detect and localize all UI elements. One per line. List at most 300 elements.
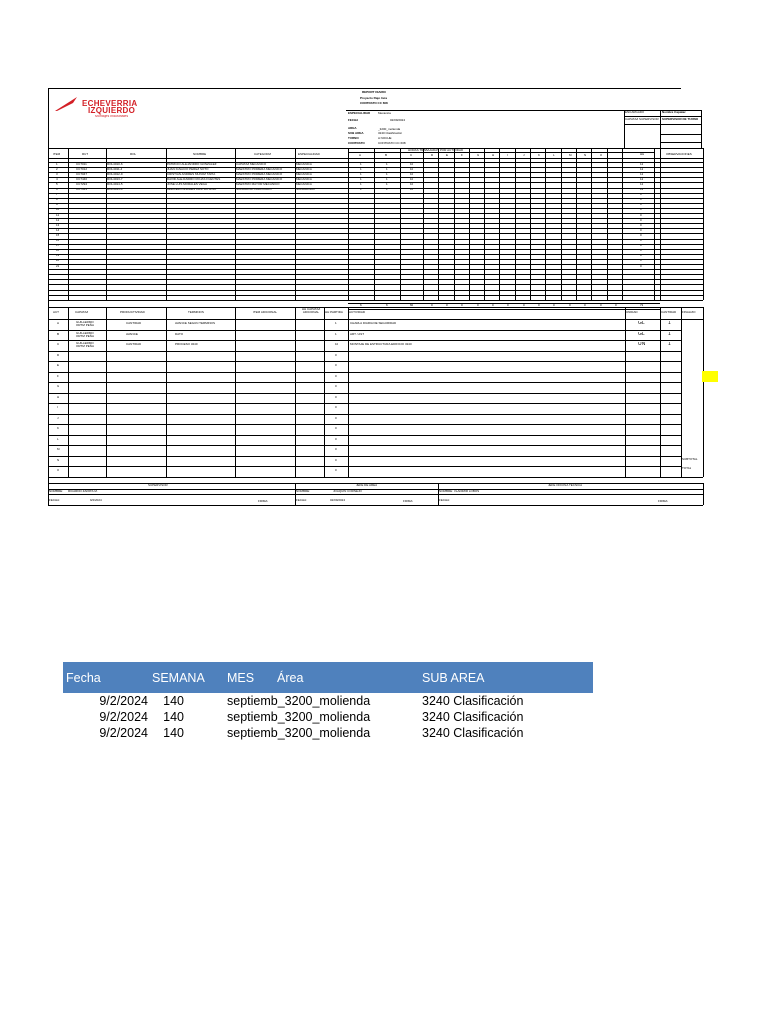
activities-row-line <box>48 382 681 383</box>
header-info-line <box>346 110 701 111</box>
activities-header: PRODUCTIVIDAD <box>120 311 145 314</box>
personnel-col-line <box>235 148 236 300</box>
personnel-rut: CC7294 <box>76 182 88 186</box>
personnel-col-line <box>499 148 500 300</box>
activities-row-line <box>48 414 681 415</box>
personnel-total-zero: 0 <box>553 304 555 308</box>
summary-cell-semana: 140 <box>163 726 184 740</box>
right-label-2: CAPATAZ SUPERVISOR <box>625 118 659 121</box>
personnel-item: 18 <box>56 249 60 253</box>
personnel-row-line <box>48 203 703 207</box>
summary-header-area: Área <box>275 662 418 693</box>
specialty-label: ESPECIALIDAD <box>348 112 371 115</box>
activity-letter: G <box>57 385 60 388</box>
personnel-total-zero: 0 <box>431 304 433 308</box>
activities-row-line <box>48 435 681 436</box>
personnel-item: 4 <box>56 177 58 181</box>
activities-header: TERMINOS <box>188 311 204 314</box>
personnel-total-zero: 0 <box>600 304 602 308</box>
personnel-col-line <box>515 148 516 300</box>
activities-col-line <box>703 307 704 477</box>
personnel-category: MAESTRO PRIMERA MECANICO <box>236 167 283 171</box>
activity-capataz: GUILLERMO ORTIZ PEÑA <box>76 321 94 327</box>
personnel-letter-header: F <box>461 154 463 157</box>
activities-col-line <box>48 307 49 477</box>
activities-col-line <box>235 307 236 477</box>
activity-terms: PROCESO 3240 <box>175 343 198 346</box>
personnel-hh-total: 0 <box>640 223 642 227</box>
activity-hh-partida: 0 <box>335 395 337 399</box>
personnel-hh-b: 1 <box>386 162 388 166</box>
personnel-row-line <box>48 239 703 240</box>
logo-word-2: IZQUIERDO <box>88 106 136 115</box>
date-label: FECHA <box>348 119 359 122</box>
personnel-total-zero: 0 <box>446 304 448 308</box>
personnel-item: 2 <box>56 167 58 171</box>
personnel-row-line <box>48 172 703 173</box>
personnel-name: DAVID ALEJANDRO ROJAS FUENTES <box>167 177 221 181</box>
personnel-col-line <box>423 148 424 300</box>
activities-header: FINALIZO <box>682 311 696 314</box>
personnel-row-line <box>48 249 703 253</box>
personnel-row-line <box>48 290 703 291</box>
summary-header-mes: MES <box>224 662 275 693</box>
activity-hh-partida: 0 <box>335 353 337 357</box>
personnel-row-line <box>48 279 703 280</box>
personnel-col-line <box>607 148 608 300</box>
activities-header: CANTIDAD <box>661 311 677 314</box>
summary-table <box>63 662 593 741</box>
personnel-name: JUAN IGNACIO PEREZ SOTO <box>167 167 209 171</box>
sig-date-2: 02/09/2024 <box>330 499 346 502</box>
personnel-row-line <box>48 213 703 214</box>
summary-header-fecha: Fecha <box>63 662 148 693</box>
header-right-line-3 <box>660 134 701 135</box>
activities-header: HH CAPATAZ ADICIONAL <box>301 308 321 314</box>
personnel-hh-total: 0 <box>640 213 642 217</box>
personnel-row-line <box>48 259 703 263</box>
personnel-letter-header: O <box>600 154 603 157</box>
activities-col-line <box>348 307 349 477</box>
personnel-hh-a: 1 <box>360 162 362 166</box>
activity-hh-partida: 0 <box>335 406 337 409</box>
personnel-item: 12 <box>56 218 60 222</box>
sig-date-3: FECHA: <box>439 499 451 502</box>
header-right-vline-2 <box>660 110 661 148</box>
personnel-item: 9 <box>56 203 58 207</box>
summary-cell-semana: 140 <box>163 694 184 708</box>
personnel-col-line <box>454 148 455 300</box>
personnel-name: JOSE LUIS MORALES VEGA <box>167 182 208 186</box>
activity-letter: I <box>57 406 58 409</box>
summary-row <box>63 725 593 741</box>
report-contract: CONTRATO CC 608 <box>360 102 388 105</box>
sheet-top-border <box>48 88 681 89</box>
personnel-hh-total: 0 <box>640 239 642 242</box>
personnel-item: 10 <box>56 208 60 212</box>
personnel-row-line <box>48 208 703 212</box>
personnel-letter-header: L <box>553 154 555 157</box>
activity-terms: DATO <box>175 332 184 336</box>
sig-name-2: JOAQUIN CORNEJO <box>333 490 362 493</box>
header-right-vline-3 <box>701 110 702 148</box>
activity-quantity: 1 <box>668 331 671 337</box>
contract-label: CONTRATO <box>348 142 365 145</box>
activities-row-line <box>48 372 681 373</box>
sig-mid-line-2 <box>48 494 703 495</box>
personnel-hh-b: 1 <box>386 172 388 176</box>
summary-cell-mes: septiemb_3200_molienda <box>227 710 371 724</box>
activities-col-line <box>68 307 69 477</box>
sig-col2-title: JEFE DE AREA <box>356 484 378 487</box>
personnel-head-line-2 <box>48 158 703 159</box>
personnel-hh-total: 0 <box>640 203 642 207</box>
personnel-row-line <box>48 198 703 202</box>
sig-mid-line <box>48 489 703 490</box>
personnel-hh-total: 0 <box>640 193 642 197</box>
personnel-col-line <box>622 148 623 300</box>
personnel-hh-total: 12 <box>640 177 644 181</box>
summary-cell-semana: 140 <box>163 710 184 724</box>
personnel-row-line <box>48 233 703 234</box>
personnel-hh-b: 1 <box>386 177 388 181</box>
activities-row-line <box>48 403 681 404</box>
activity-hh-partida: 10 <box>335 343 339 346</box>
activities-row-line <box>48 445 681 446</box>
sig-firma-2: FIRMA: <box>403 500 414 503</box>
personnel-letter-header: H <box>492 154 495 157</box>
personnel-rut: CC7011 <box>76 162 87 166</box>
personnel-total-zero: 0 <box>523 304 525 308</box>
header-right-line-4 <box>660 142 701 143</box>
personnel-total-b: 6 <box>386 304 388 308</box>
activities-header: UNIDAD <box>626 311 638 314</box>
personnel-rut: CC7440 <box>76 177 88 181</box>
activities-col-line <box>660 307 661 477</box>
sig-firma-3: FIRMA: <box>658 500 669 503</box>
activities-col-line <box>166 307 167 477</box>
personnel-col-line <box>438 148 439 300</box>
personnel-header: NOMBRE <box>193 153 207 156</box>
activities-header: HH PARTIDA <box>325 311 343 314</box>
personnel-head-line <box>348 152 654 153</box>
activities-col-line <box>625 307 626 477</box>
personnel-category: MAESTRO MAYOR MECANICO <box>236 182 280 186</box>
activity-hh-partida: 0 <box>335 385 337 388</box>
personnel-specialty: MECANICA <box>296 172 312 176</box>
shift-label: TURNO <box>348 137 359 140</box>
report-title: REPORT DIARIO <box>362 91 386 94</box>
personnel-total-zero: 0 <box>507 304 509 308</box>
summary-cell-subarea: 3240 Clasificación <box>422 726 524 740</box>
personnel-hh-a: 1 <box>360 167 362 171</box>
personnel-row-line <box>48 223 703 224</box>
activities-row-line <box>48 477 703 478</box>
personnel-hh-total: 12 <box>640 182 644 186</box>
activity-letter: N <box>57 458 60 462</box>
personnel-hh-c: 10 <box>410 182 414 186</box>
activities-row-line <box>48 466 681 467</box>
activity-letter: K <box>57 427 60 430</box>
personnel-hh-total: 12 <box>640 162 644 166</box>
personnel-col-line <box>106 148 107 300</box>
activities-row-line <box>48 340 681 341</box>
activities-head-line <box>48 319 703 320</box>
report-project: Proyecto Rajo Inca <box>360 97 388 100</box>
personnel-item: 5 <box>56 182 58 186</box>
company-logo <box>55 95 185 125</box>
personnel-hh-total: 0 <box>640 233 642 237</box>
activities-row-line <box>48 393 681 394</box>
activity-letter: J <box>57 416 59 420</box>
right-value-2: SUPERVISOR DE TURNO <box>662 118 699 121</box>
personnel-hh-b: 1 <box>386 188 388 191</box>
personnel-hh-total: 0 <box>640 249 642 253</box>
personnel-header: ESPECIALIDAD <box>298 153 320 156</box>
sig-name-1: RICARDO ZAPATA M. <box>68 490 98 493</box>
personnel-total-zero: 0 <box>477 304 479 308</box>
activity-letter: D <box>57 353 60 357</box>
personnel-row-line <box>48 300 703 301</box>
activity-hh-partida: 0 <box>335 364 337 367</box>
activity-letter: L <box>57 437 59 441</box>
personnel-row-line <box>48 254 703 258</box>
activities-row-line <box>48 456 681 457</box>
personnel-letter-header: A <box>359 154 362 157</box>
summary-header-semana: SEMANA <box>148 662 224 693</box>
personnel-col-line <box>48 148 49 300</box>
personnel-hh-total: 0 <box>640 218 642 222</box>
sig-vline-3 <box>703 483 704 505</box>
activities-row-line <box>48 361 681 362</box>
personnel-hh-total-header: HH <box>640 153 645 156</box>
personnel-item: 7 <box>56 193 58 197</box>
activity-letter: C <box>57 343 60 346</box>
activity-capataz: GUILLERMO ORTIZ PEÑA <box>76 331 94 338</box>
personnel-hh-total: 12 <box>640 172 644 176</box>
personnel-hh-a: 1 <box>360 182 362 186</box>
sig-col1-title: SUPERVISOR <box>148 484 168 487</box>
personnel-table <box>48 148 703 308</box>
personnel-total-c: 60 <box>410 304 414 308</box>
personnel-row-line <box>48 193 703 197</box>
summary-cell-mes: septiemb_3200_molienda <box>227 726 371 740</box>
personnel-specialty: MECANICA <box>296 182 312 186</box>
personnel-letter-header: C <box>410 154 413 157</box>
activity-unit: UN <box>638 342 646 347</box>
activity-productivity: AVANCE <box>126 332 138 336</box>
activities-top-line <box>48 307 703 308</box>
personnel-item: 11 <box>56 213 60 217</box>
personnel-row-line <box>48 188 703 189</box>
personnel-rut: CC7047 <box>76 172 88 176</box>
sig-firma-1: FIRMA: <box>258 500 269 503</box>
personnel-col-line <box>400 148 401 300</box>
summary-cell-fecha: 9/2/2024 <box>99 694 148 708</box>
personnel-rut: CC7341 <box>76 188 88 191</box>
activities-row-line <box>48 351 681 352</box>
personnel-name: PATRICIO ALEJANDRO GONZALEZ <box>167 162 217 166</box>
activity-description: MONTAJE DE ESTRUCTURA EDIFICIO 3240 <box>350 343 412 346</box>
activity-hh-partida: 0 <box>335 427 337 430</box>
activity-letter: M <box>57 448 60 451</box>
personnel-header: CATEGORIA <box>254 153 272 156</box>
summary-cell-fecha: 9/2/2024 <box>99 726 148 740</box>
personnel-item: 1 <box>56 162 58 166</box>
personnel-row-line <box>48 228 703 229</box>
shift-value: A NOCHE <box>378 137 392 140</box>
personnel-total-hh: 72 <box>640 304 644 308</box>
activity-unit: GL <box>638 331 645 337</box>
right-label-1: ENCARGADO <box>625 111 645 114</box>
personnel-col-line <box>576 148 577 300</box>
header-right-line-1 <box>624 116 701 117</box>
personnel-hh-total: 0 <box>640 254 642 258</box>
personnel-col-line <box>654 148 655 300</box>
activity-productivity: CANTIDAD <box>126 322 142 325</box>
activity-quantity: 1 <box>668 342 671 347</box>
personnel-item: 21 <box>56 264 60 268</box>
personnel-col-line <box>591 148 592 300</box>
personnel-col-line <box>68 148 69 300</box>
personnel-hh-c: 10 <box>410 172 414 176</box>
personnel-letter-header: K <box>538 154 541 157</box>
personnel-row-line <box>48 182 703 183</box>
activity-description: CHARLA DIARIA DE SEGURIDAD <box>350 322 397 325</box>
sig-name-label-1: NOMBRE: <box>49 490 64 493</box>
personnel-rol: ROL4014-5 <box>107 182 123 186</box>
personnel-category: SOLDADOR CALIFICADO <box>236 188 272 191</box>
summary-row <box>63 693 593 709</box>
logo-tagline: Montajes Industriales <box>95 115 129 118</box>
personnel-item: 17 <box>56 244 60 248</box>
personnel-item: 15 <box>56 233 60 237</box>
personnel-col-line <box>166 148 167 300</box>
summary-cell-subarea: 3240 Clasificación <box>422 694 524 708</box>
personnel-hh-header: HORAS TRABAJADAS POR ACTIVIDAD <box>408 149 464 152</box>
summary-cell-fecha: 9/2/2024 <box>99 710 148 724</box>
summary-cell-subarea: 3240 Clasificación <box>422 710 524 724</box>
personnel-row-line <box>48 269 703 270</box>
activity-hh-partida: 0 <box>335 469 337 472</box>
personnel-specialty: MECANICA <box>296 167 312 171</box>
personnel-col-line <box>469 148 470 300</box>
activities-header: ITEM ADICIONAL <box>253 311 278 314</box>
sig-date-label-2: FECHA: <box>296 499 308 502</box>
personnel-letter-header: N <box>584 154 587 157</box>
area-label: AREA <box>348 127 357 130</box>
activity-productivity: CANTIDAD <box>126 343 142 346</box>
contract-value: CONTRATO CC 608 <box>378 142 406 145</box>
personnel-name: MARCELO ANDRES CASTRO RUIZ <box>167 188 217 191</box>
personnel-item: 20 <box>56 259 60 263</box>
personnel-total-zero: 0 <box>461 304 463 308</box>
personnel-hh-c: 10 <box>410 188 414 191</box>
personnel-row-line <box>48 162 703 163</box>
personnel-hh-total: 0 <box>640 228 642 232</box>
personnel-hh-c: 10 <box>410 167 414 171</box>
personnel-letter-header: J <box>523 154 525 157</box>
personnel-row-line <box>48 264 703 265</box>
activity-letter: E <box>57 364 60 367</box>
personnel-hh-total: 0 <box>640 208 642 212</box>
summary-row <box>63 709 593 725</box>
personnel-top-line <box>48 148 703 149</box>
personnel-rol: ROL4011-4 <box>107 167 123 171</box>
personnel-rut: CC7012 <box>76 167 88 171</box>
personnel-hh-a: 1 <box>360 177 362 181</box>
personnel-total-zero: 0 <box>492 304 494 308</box>
subarea-label: SUB AREA <box>348 132 364 135</box>
activities-col-line <box>106 307 107 477</box>
activity-letter: A <box>57 322 60 325</box>
personnel-total-a: 6 <box>360 304 362 308</box>
activities-row-line <box>48 330 681 331</box>
personnel-col-line <box>374 148 375 300</box>
personnel-hh-c: 10 <box>410 162 414 166</box>
activities-col-line <box>295 307 296 477</box>
personnel-category: CAPATAZ MECANICO <box>236 162 267 166</box>
personnel-obs-header: OBSERVACIONES <box>666 153 692 156</box>
personnel-hh-total: 0 <box>640 264 642 268</box>
header-right-vline-1 <box>624 110 625 148</box>
activity-hh-partida: 1 <box>335 322 337 325</box>
personnel-item: 19 <box>56 254 60 258</box>
personnel-row-line <box>48 284 703 285</box>
personnel-hh-total: 12 <box>640 167 644 171</box>
logo-swoosh-icon <box>55 97 77 111</box>
personnel-col-line <box>545 148 546 300</box>
personnel-letter-header: E <box>446 154 449 157</box>
summary-cell-mes: septiemb_3200_molienda <box>227 694 371 708</box>
personnel-header: RUT <box>82 153 89 156</box>
personnel-total-zero: 0 <box>615 304 617 308</box>
personnel-item: 3 <box>56 172 58 176</box>
personnel-total-zero: 0 <box>569 304 571 308</box>
activity-description: ART / AST <box>350 332 365 336</box>
personnel-hh-total: 12 <box>640 188 644 191</box>
personnel-col-line <box>484 148 485 300</box>
personnel-row-line <box>48 295 703 296</box>
sig-date-label-1: FECHA: <box>49 499 61 502</box>
personnel-total-zero: 0 <box>584 304 586 308</box>
personnel-hh-total: 0 <box>640 244 642 248</box>
personnel-category: MAESTRO PRIMERA MECANICO <box>236 177 283 181</box>
personnel-row-line <box>48 244 703 248</box>
personnel-item: 14 <box>56 228 60 232</box>
personnel-specialty: SOLDADURA <box>296 188 315 191</box>
summary-header-row <box>63 662 593 693</box>
activity-hh-partida: 1 <box>335 332 337 336</box>
signature-block <box>48 483 703 506</box>
personnel-name: CRISTIAN ANDRES MUÑOZ TAPIA <box>167 172 216 176</box>
activity-hh-partida: 0 <box>335 437 337 441</box>
personnel-letter-header: B <box>385 154 388 157</box>
personnel-total-zero: 0 <box>538 304 540 308</box>
activities-header: ACT <box>53 311 59 314</box>
personnel-specialty: MECANICA <box>296 177 312 181</box>
summary-header-subarea: SUB AREA <box>418 662 593 693</box>
personnel-row-line <box>48 274 703 275</box>
personnel-hh-total: 0 <box>640 259 642 263</box>
personnel-col-line <box>530 148 531 300</box>
personnel-hh-b: 1 <box>386 167 388 171</box>
personnel-letter-header: D <box>431 154 434 157</box>
personnel-letter-header: M <box>569 154 572 157</box>
activity-letter: B <box>57 332 60 336</box>
activity-letter: H <box>57 395 60 399</box>
personnel-letter-header: G <box>477 154 480 157</box>
